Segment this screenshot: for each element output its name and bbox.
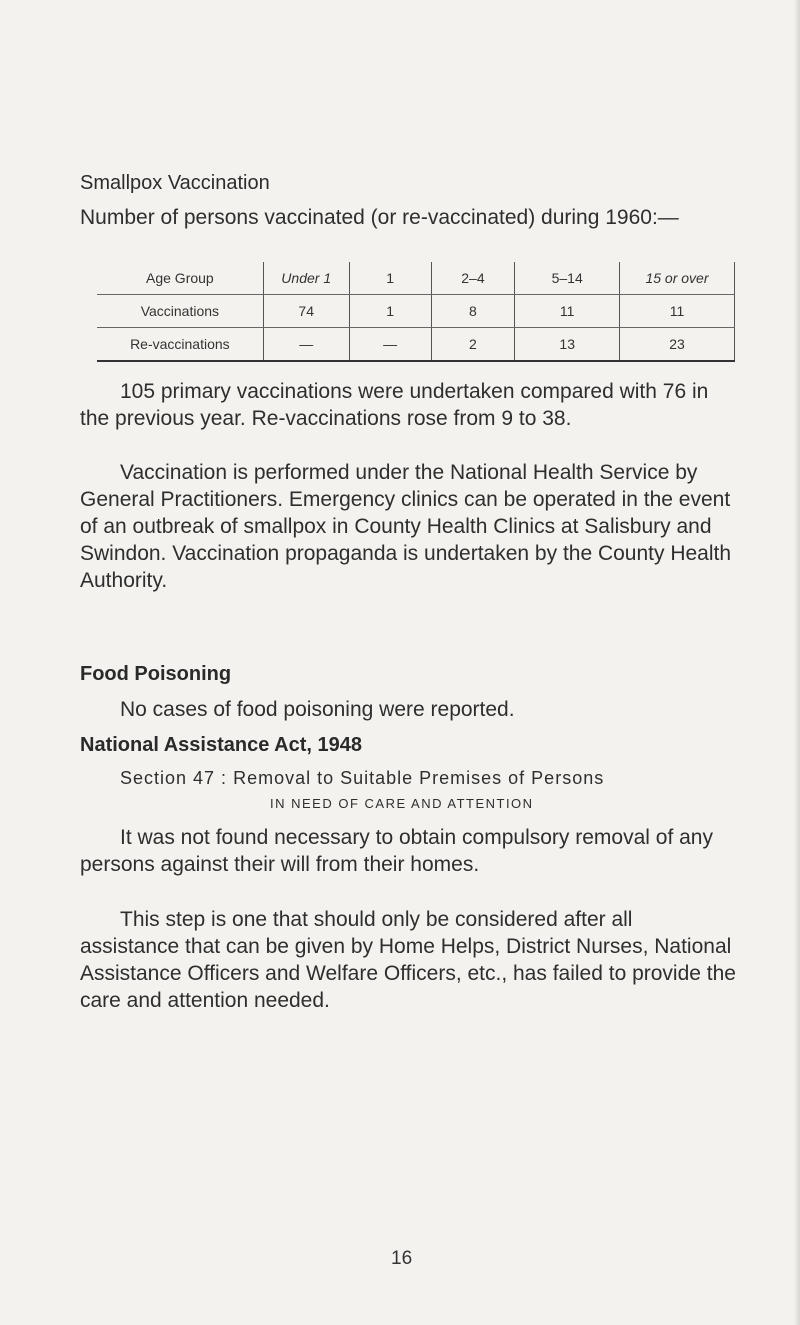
vaccination-table xyxy=(97,262,735,362)
scan-edge-shadow xyxy=(794,0,800,1325)
section-title-smallpox: Smallpox Vaccination xyxy=(80,172,270,194)
header-15-or-over xyxy=(620,262,735,295)
heading-national-assistance-act: National Assistance Act, 1948 xyxy=(80,734,362,756)
paragraph-primary-vaccinations: 105 primary vaccinations were undertaken compared with 76 in the previous year. Re-vaccinations rose from 9 to 38. xyxy=(80,380,709,430)
table-cell: 74 xyxy=(263,295,349,328)
intro-text: Number of persons vaccinated (or re-vaccinated) during 1960:— xyxy=(80,206,679,229)
table-cell: 13 xyxy=(515,328,620,362)
table-cell: — xyxy=(349,328,431,362)
page-number: 16 xyxy=(391,1248,413,1269)
section-47-heading: Section 47 : Removal to Suitable Premises of Persons xyxy=(120,768,605,788)
paragraph-compulsory-removal: It was not found necessary to obtain compulsory removal of any persons against their will from their homes. xyxy=(80,826,713,876)
header-15-text: 15 or over xyxy=(645,270,709,286)
header-5-14: 5–14 xyxy=(515,262,620,295)
table-header-row xyxy=(97,262,735,295)
row-label: Re-vaccinations xyxy=(97,328,263,362)
table-cell: 1 xyxy=(349,295,431,328)
table-cell: 2 xyxy=(431,328,515,362)
header-2-4: 2–4 xyxy=(431,262,515,295)
table-cell: 23 xyxy=(620,328,735,362)
header-1: 1 xyxy=(349,262,431,295)
header-age-group: Age Group xyxy=(97,262,263,295)
food-poisoning-text: No cases of food poisoning were reported. xyxy=(120,698,515,721)
table-row xyxy=(97,295,735,328)
paragraph-vaccination-service: Vaccination is performed under the National Health Service by General Practitioners. Emergency clinics can be operated in the event of an outbreak of smallpox in County Health Clinics at Salisbury and Swindon. Vaccination propaganda is undertaken by the County Health Authority. xyxy=(80,461,732,592)
section-47-subheading: IN NEED OF CARE AND ATTENTION xyxy=(270,796,534,811)
table-cell: — xyxy=(263,328,349,362)
table-row xyxy=(97,328,735,362)
table-cell: 8 xyxy=(431,295,515,328)
header-under-1: Under 1 xyxy=(263,262,349,295)
paragraph-step-considered: This step is one that should only be considered after all assistance that can be given by Home Helps, District Nurses, National Assistance Officers and Welfare Officers, etc., has failed to provide the care and attention needed. xyxy=(80,908,736,1012)
table-cell: 11 xyxy=(620,295,735,328)
table-cell: 11 xyxy=(515,295,620,328)
heading-food-poisoning: Food Poisoning xyxy=(80,663,232,685)
row-label: Vaccinations xyxy=(97,295,263,328)
